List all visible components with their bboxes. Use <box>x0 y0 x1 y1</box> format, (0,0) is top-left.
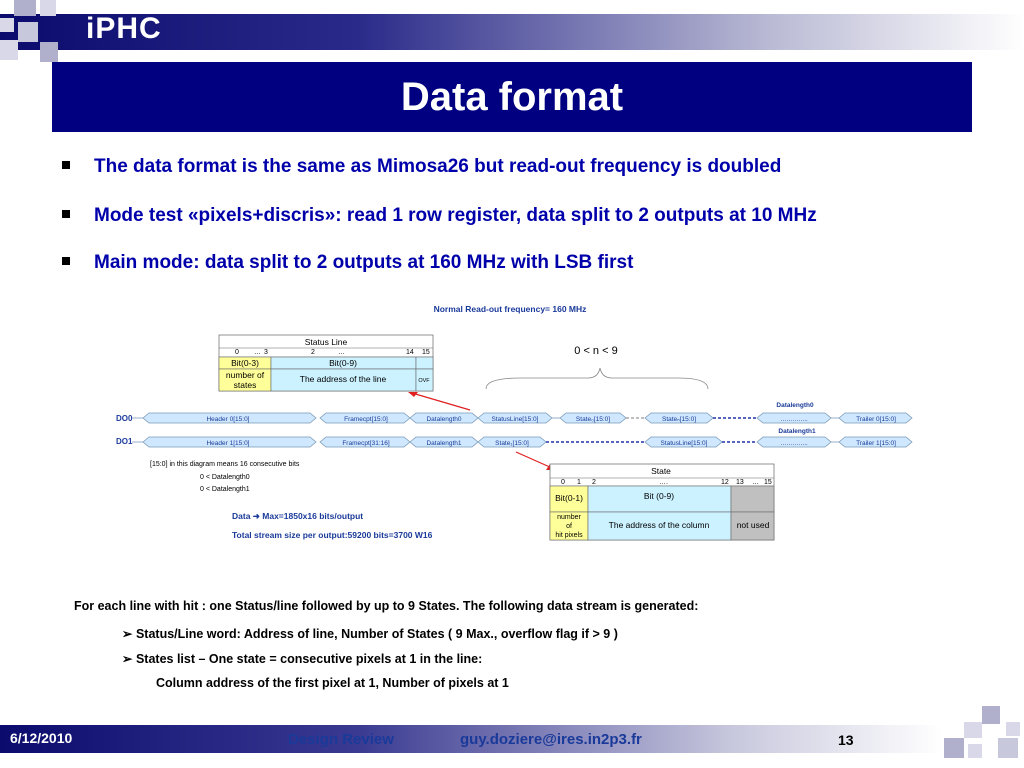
bullet-square-icon <box>62 257 70 265</box>
hit-pixels-label-2: of <box>566 523 572 530</box>
do0-state0: State₀[15:0] <box>575 416 611 423</box>
footnote-intro: For each line with hit : one Status/line followed by up to 9 States. The following data stream is generated: <box>74 599 699 613</box>
do0-header: Header 0[15:0] <box>206 416 250 423</box>
do0-trailer: Trailer 0[15:0] <box>856 416 896 423</box>
tick-label: 15 <box>764 479 772 486</box>
footnote-item-2 <box>122 651 482 666</box>
bullet-text: Main mode: data split to 2 outputs at 160 MHz with LSB first <box>94 252 634 273</box>
do0-statusline: StatusLine[15:0] <box>491 416 539 423</box>
footer-date: 6/12/2010 <box>10 730 73 746</box>
bullet-1 <box>62 156 781 178</box>
ovf-label: OVF <box>418 378 430 384</box>
do0-dots: ………….. <box>780 417 808 423</box>
tick-label: 14 <box>406 349 414 356</box>
decor-square <box>40 0 56 16</box>
bit09-label: Bit(0-9) <box>329 358 357 368</box>
page-number: 13 <box>838 732 854 748</box>
footnote-item-1-text: Status/Line word: Address of line, Number of States ( 9 Max., overflow flag if > 9 ) <box>135 627 618 641</box>
state-bit01-label: Bit(0-1) <box>555 493 583 503</box>
hit-pixels-label: number <box>557 514 581 521</box>
note-datalength0: 0 < Datalength0 <box>200 474 250 481</box>
footnote-item-1 <box>122 626 618 641</box>
status-line-title: Status Line <box>304 337 348 347</box>
do1-row <box>116 437 912 447</box>
arrow-to-state <box>516 452 552 468</box>
decor-square <box>1006 722 1020 736</box>
bullet-square-icon <box>62 161 70 169</box>
tick-label: 3 <box>264 349 268 356</box>
state-bit09-label: Bit (0-9) <box>643 491 675 501</box>
n-range: 0 < n < 9 <box>574 345 618 357</box>
bullet-3 <box>62 252 633 274</box>
do0-staten: Stateₙ[15:0] <box>661 416 697 423</box>
address-of-line-label: The address of the line <box>299 374 387 384</box>
not-used-label: not used <box>736 520 770 530</box>
bullet-text: Mode test «pixels+discris»: read 1 row register, data split to 2 outputs at 10 MHz <box>94 205 817 226</box>
hit-pixels-label-3: hit pixels <box>555 532 583 539</box>
decor-square <box>944 738 964 758</box>
datalength1-label: Datalength1 <box>778 428 816 435</box>
tick-label: … <box>752 479 759 486</box>
number-of-states-label-2: states <box>233 380 257 390</box>
brand-logo-text: iPHC <box>86 12 162 45</box>
decor-square <box>0 40 18 60</box>
bullet-text: The data format is the same as Mimosa26 but read-out frequency is doubled <box>94 156 782 177</box>
number-of-states-label: number of <box>225 370 265 380</box>
tick-label: 13 <box>736 479 744 486</box>
arrow-bullet-icon: ➢ <box>122 652 136 666</box>
decor-square <box>964 722 982 738</box>
decor-square <box>982 706 1000 724</box>
do1-statusline: StatusLine[15:0] <box>660 440 708 447</box>
decor-square <box>998 738 1018 758</box>
data-max: Data ➜ Max=1850x16 bits/output <box>232 511 364 521</box>
do1-trailer: Trailer 1[15:0] <box>856 440 896 447</box>
footer-review: Design Review <box>288 731 394 748</box>
datalength0-label: Datalength0 <box>776 402 814 409</box>
note-bits: [15:0] in this diagram means 16 consecutive bits <box>150 461 300 468</box>
do1-framecpt: Framecpt[31:16] <box>342 440 390 447</box>
footer-email: guy.doziere@ires.in2p3.fr <box>460 731 642 748</box>
decor-square <box>0 18 14 32</box>
range-brace <box>486 368 708 389</box>
state-box <box>550 464 774 540</box>
decor-square <box>968 744 982 758</box>
data-stream-diagram <box>0 290 1024 550</box>
state-title: State <box>651 466 671 476</box>
freq-title: Normal Read-out frequency= 160 MHz <box>433 304 587 314</box>
do0-label: DO0 <box>116 414 133 423</box>
do1-dots: ………….. <box>780 441 808 447</box>
tick-label: 0 <box>561 479 565 486</box>
do0-framecpt: Framecpt[15:0] <box>344 416 388 423</box>
arrow-bullet-icon: ➢ <box>122 627 136 641</box>
tick-label: 2 <box>311 349 315 356</box>
tick-label: … <box>338 349 345 356</box>
stream-size: Total stream size per output:59200 bits=3700 W16 <box>232 530 433 540</box>
tick-label: … <box>254 349 261 356</box>
tick-label: 15 <box>422 349 430 356</box>
decor-square <box>40 42 58 62</box>
arrow-to-status <box>412 393 470 410</box>
do1-header: Header 1[15:0] <box>206 440 250 447</box>
do0-row <box>116 413 912 423</box>
footnote-item-3: Column address of the first pixel at 1, Number of pixels at 1 <box>156 676 509 690</box>
tick-label: 1 <box>577 479 581 486</box>
decor-square <box>18 22 38 42</box>
do0-datalength: Datalength0 <box>426 416 462 423</box>
status-line-box <box>219 335 433 391</box>
bullet-2 <box>62 205 817 227</box>
note-datalength1: 0 < Datalength1 <box>200 486 250 493</box>
address-of-column-label: The address of the column <box>608 520 710 530</box>
tick-label: 0 <box>235 349 239 356</box>
do1-state: State₁[15:0] <box>495 440 529 447</box>
decor-square <box>14 0 36 16</box>
tick-label: 2 <box>592 479 596 486</box>
do1-label: DO1 <box>116 437 133 446</box>
do1-datalength: Datalength1 <box>426 440 462 447</box>
footnote-item-2-text: States list – One state = consecutive pixels at 1 in the line: <box>135 652 483 666</box>
bit03-label: Bit(0-3) <box>231 358 259 368</box>
tick-label: …. <box>659 479 668 486</box>
tick-label: 12 <box>721 479 729 486</box>
slide-title: Data format <box>52 62 972 132</box>
bullet-square-icon <box>62 210 70 218</box>
